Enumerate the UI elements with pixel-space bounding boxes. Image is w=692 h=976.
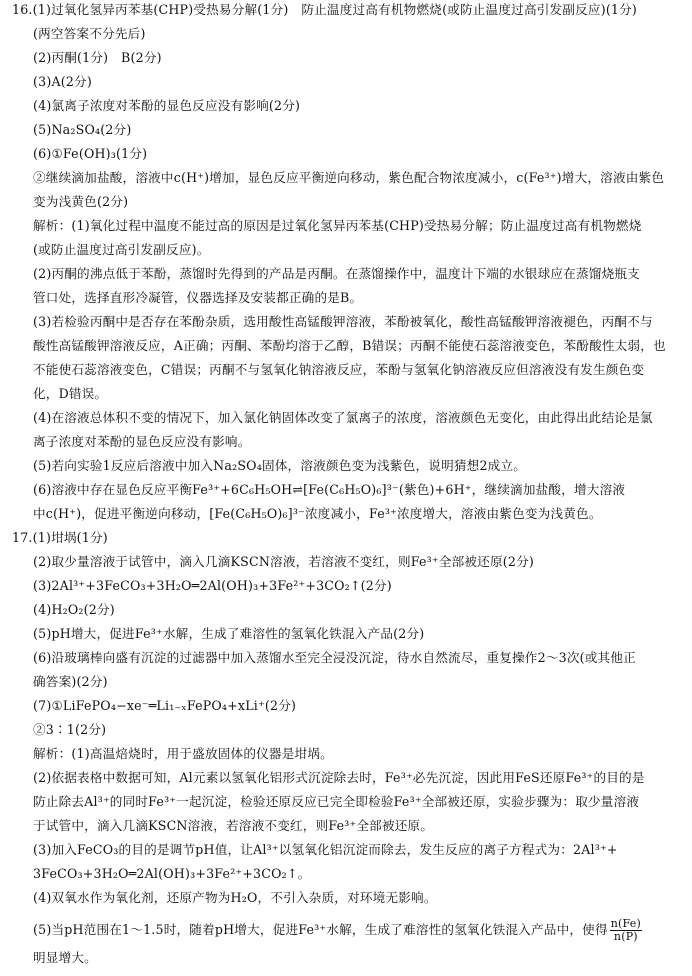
q16-line-2: (两空答案不分先后) xyxy=(33,26,146,41)
q17-answer-5: (5)pH增大，促进Fe³⁺水解，生成了难溶性的氢氧化铁混入产品(2分) xyxy=(33,626,425,641)
q16-answer-6-2-cont: 变为浅黄色(2分) xyxy=(33,194,129,209)
fraction-numerator: n(Fe) xyxy=(610,917,641,930)
q16-analysis-5: (5)若向实验1反应后溶液中加入Na₂SO₄固体，溶液颜色变为浅紫色，说明猜想2成立。 xyxy=(33,458,527,473)
q17-analysis-1: 解析：(1)高温焙烧时，用于盛放固体的仪器是坩埚。 xyxy=(33,746,333,761)
q17-answer-6-cont: 确答案)(2分) xyxy=(33,674,108,689)
q17-answer-6: (6)沿玻璃棒向盛有沉淀的过滤器中加入蒸馏水至完全浸没沉淀，待水自然流尽，重复操作2～3次(或其他正 xyxy=(33,650,636,665)
q16-analysis-4-cont: 离子浓度对苯酚的显色反应没有影响。 xyxy=(33,434,251,449)
q16-analysis-6-cont: 中c(H⁺)，促进平衡逆向移动，[Fe(C₆H₅O)₆]³⁻浓度减小，Fe³⁺浓度增大，溶液由紫色变为浅黄色。 xyxy=(33,506,602,521)
ratio-fraction xyxy=(610,918,642,943)
q17-answer-7-2: ②3∶1(2分) xyxy=(33,722,107,737)
q17-analysis-3-cont: 3FeCO₃+3H₂O═2Al(OH)₃+3Fe²⁺+3CO₂↑。 xyxy=(33,866,311,881)
q16-analysis-1-cont: (或防止温度过高引发副反应)。 xyxy=(33,242,210,257)
q17-analysis-3: (3)加入FeCO₃的目的是调节pH值，让Al³⁺以氢氧化铝沉淀而除去，发生反应的离子方程式为：2Al³⁺+ xyxy=(33,842,618,857)
q17-analysis-5 xyxy=(33,918,680,943)
q16-answer-2: (2)丙酮(1分) B(2分) xyxy=(33,50,162,65)
q17-answer-4: (4)H₂O₂(2分) xyxy=(33,602,115,617)
q17-analysis-2-cont-b: 于试管中，滴入几滴KSCN溶液，若溶液不变红，则Fe³⁺全部被还原。 xyxy=(33,818,434,833)
q17-analysis-2: (2)依据表格中数据可知，Al元素以氢氧化铝形式沉淀除去时，Fe³⁺必先沉淀，因此用FeS还原Fe³⁺的目的是 xyxy=(33,770,645,785)
q17-line-1: 17.(1)坩埚(1分) xyxy=(12,530,108,545)
q16-analysis-3-cont-a: 酸性高锰酸钾溶液反应，A正确；丙酮、苯酚均溶于乙醇，B错误；丙酮不能使石蕊溶液变色，苯酚酸性太弱，也 xyxy=(33,338,666,353)
q17-answer-3: (3)2Al³⁺+3FeCO₃+3H₂O═2Al(OH)₃+3Fe²⁺+3CO₂↑(2分) xyxy=(33,578,392,593)
q16-answer-3: (3)A(2分) xyxy=(33,74,92,89)
q16-analysis-4: (4)在溶液总体积不变的情况下，加入氯化钠固体改变了氯离子的浓度，溶液颜色无变化，由此得出此结论是氯 xyxy=(33,410,653,425)
q17-answer-2: (2)取少量溶液于试管中，滴入几滴KSCN溶液，若溶液不变红，则Fe³⁺全部被还原(2分) xyxy=(33,554,534,569)
q17-analysis-4: (4)双氧水作为氧化剂，还原产物为H₂O，不引入杂质，对环境无影响。 xyxy=(33,890,437,905)
q16-analysis-1: 解析：(1)氧化过程中温度不能过高的原因是过氧化氢异丙苯基(CHP)受热易分解；防止温度过高有机物燃烧 xyxy=(33,218,642,233)
q17-analysis-2-cont-a: 防止除去Al³⁺的同时Fe³⁺一起沉淀，检验还原反应已完全即检验Fe³⁺全部被还原，实验步骤为：取少量溶液 xyxy=(33,794,640,809)
q16-answer-4: (4)氯离子浓度对苯酚的显色反应没有影响(2分) xyxy=(33,98,301,113)
q17-answer-7-1: (7)①LiFePO₄−xe⁻═Li₁₋ₓFePO₄+xLi⁺(2分) xyxy=(33,698,297,713)
q16-answer-6-2: ②继续滴加盐酸，溶液中c(H⁺)增加，显色反应平衡逆向移动，紫色配合物浓度减小，c(Fe³⁺)增大，溶液由紫色 xyxy=(33,170,665,185)
q17-analysis-5-cont: 明显增大。 xyxy=(33,950,97,965)
q16-analysis-6: (6)溶液中存在显色反应平衡Fe³⁺+6C₆H₅OH⇌[Fe(C₆H₅O)₆]³⁻(紫色)+6H⁺，继续滴加盐酸，增大溶液 xyxy=(33,482,626,497)
q16-answer-6-1: (6)①Fe(OH)₃(1分) xyxy=(33,146,148,161)
q16-analysis-2-cont: 管口处，选择直形冷凝管，仪器选择及安装都正确的是B。 xyxy=(33,290,363,305)
q16-analysis-3-cont-b: 不能使石蕊溶液变色，C错误；丙酮不与氢氧化钠溶液反应，苯酚与氢氧化钠溶液反应但溶液没有发生颜色变 xyxy=(33,362,645,377)
q17-analysis-5-text: (5)当pH范围在1～1.5时，随着pH增大，促进Fe³⁺水解，生成了难溶性的氢氧化铁混入产品中，使得 xyxy=(33,922,608,937)
q16-analysis-3-cont-c: 化，D错误。 xyxy=(33,386,108,401)
q16-analysis-3: (3)若检验丙酮中是否存在苯酚杂质，选用酸性高锰酸钾溶液，苯酚被氧化，酸性高锰酸钾溶液褪色，丙酮不与 xyxy=(33,314,653,329)
q16-analysis-2: (2)丙酮的沸点低于苯酚，蒸馏时先得到的产品是丙酮。在蒸馏操作中，温度计下端的水银球应在蒸馏烧瓶支 xyxy=(33,266,640,281)
q16-line-1: 16.(1)过氧化氢异丙苯基(CHP)受热易分解(1分) 防止温度过高有机物燃烧(或防止温度过高引发副反应)(1分) xyxy=(12,2,638,17)
fraction-denominator: n(P) xyxy=(613,930,638,943)
q16-answer-5: (5)Na₂SO₄(2分) xyxy=(33,122,132,137)
